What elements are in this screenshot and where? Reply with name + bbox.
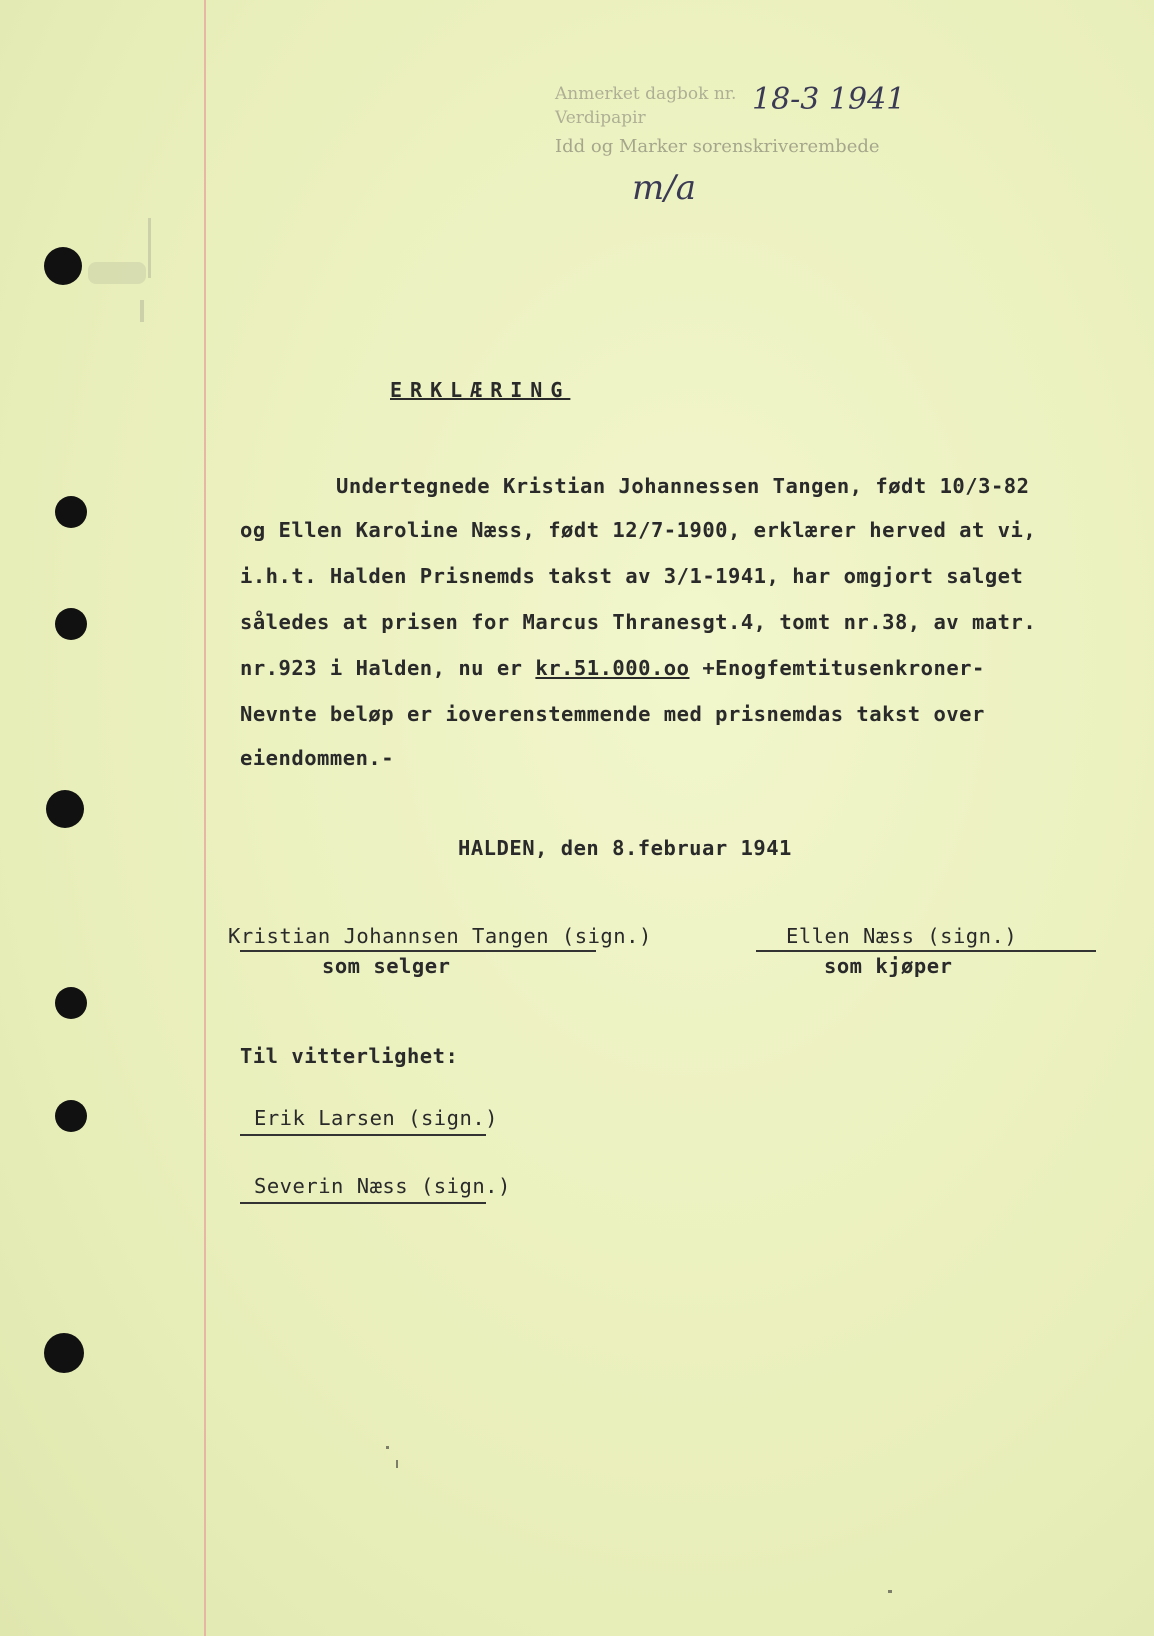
- punch-hole-icon: [44, 247, 82, 285]
- body-line-5-pre: nr.923 i Halden, nu er: [240, 656, 536, 680]
- body-line-6: Nevnte beløp er ioverenstemmende med prisnemdas takst over: [240, 702, 985, 726]
- witness-2-signature: Severin Næss (sign.): [254, 1174, 511, 1198]
- paper-speck: [396, 1460, 398, 1468]
- stamp-date-handwritten: 18-3 1941: [752, 82, 906, 117]
- stamp-line-3: Idd og Marker sorenskriverembede: [555, 136, 880, 157]
- punch-hole-icon: [44, 1333, 84, 1373]
- paper-smudge: [148, 218, 151, 278]
- punch-hole-icon: [55, 1100, 87, 1132]
- punch-hole-icon: [55, 496, 87, 528]
- body-line-5-post: +Enogfemtitusenkroner-: [689, 656, 985, 680]
- seller-signature-line: [240, 950, 596, 952]
- witness-1-signature: Erik Larsen (sign.): [254, 1106, 498, 1130]
- initials-handwritten: m/a: [632, 168, 696, 208]
- place-date: HALDEN, den 8.februar 1941: [458, 836, 792, 860]
- body-line-1: Undertegnede Kristian Johannessen Tangen, født 10/3-82: [336, 474, 1030, 498]
- seller-signature: Kristian Johannsen Tangen (sign.): [228, 924, 652, 948]
- punch-hole-icon: [55, 987, 87, 1019]
- witness-heading: Til vitterlighet:: [240, 1044, 459, 1068]
- body-line-7: eiendommen.-: [240, 746, 395, 770]
- buyer-signature-line: [756, 950, 1096, 952]
- witness-2-line: [240, 1202, 486, 1204]
- paper-smudge: [140, 300, 144, 322]
- buyer-signature: Ellen Næss (sign.): [786, 924, 1018, 948]
- body-line-4: således at prisen for Marcus Thranesgt.4, tomt nr.38, av matr.: [240, 610, 1037, 634]
- stamp-line-2: Verdipapir: [555, 108, 646, 128]
- stamp-line-1: Anmerket dagbok nr.: [555, 84, 737, 104]
- seller-role: som selger: [322, 954, 451, 978]
- margin-line: [204, 0, 206, 1636]
- paper-speck: [888, 1590, 892, 1593]
- witness-1-line: [240, 1134, 486, 1136]
- punch-hole-icon: [55, 608, 87, 640]
- price-amount: kr.51.000.oo: [535, 656, 690, 680]
- paper-smudge: [88, 262, 146, 284]
- body-line-2: og Ellen Karoline Næss, født 12/7-1900, erklærer herved at vi,: [240, 518, 1037, 542]
- punch-hole-icon: [46, 790, 84, 828]
- body-line-3: i.h.t. Halden Prisnemds takst av 3/1-1941, har omgjort salget: [240, 564, 1024, 588]
- body-line-5: [240, 656, 985, 680]
- paper-speck: [386, 1446, 389, 1449]
- buyer-role: som kjøper: [824, 954, 953, 978]
- document-title: ERKLÆRING: [390, 378, 571, 402]
